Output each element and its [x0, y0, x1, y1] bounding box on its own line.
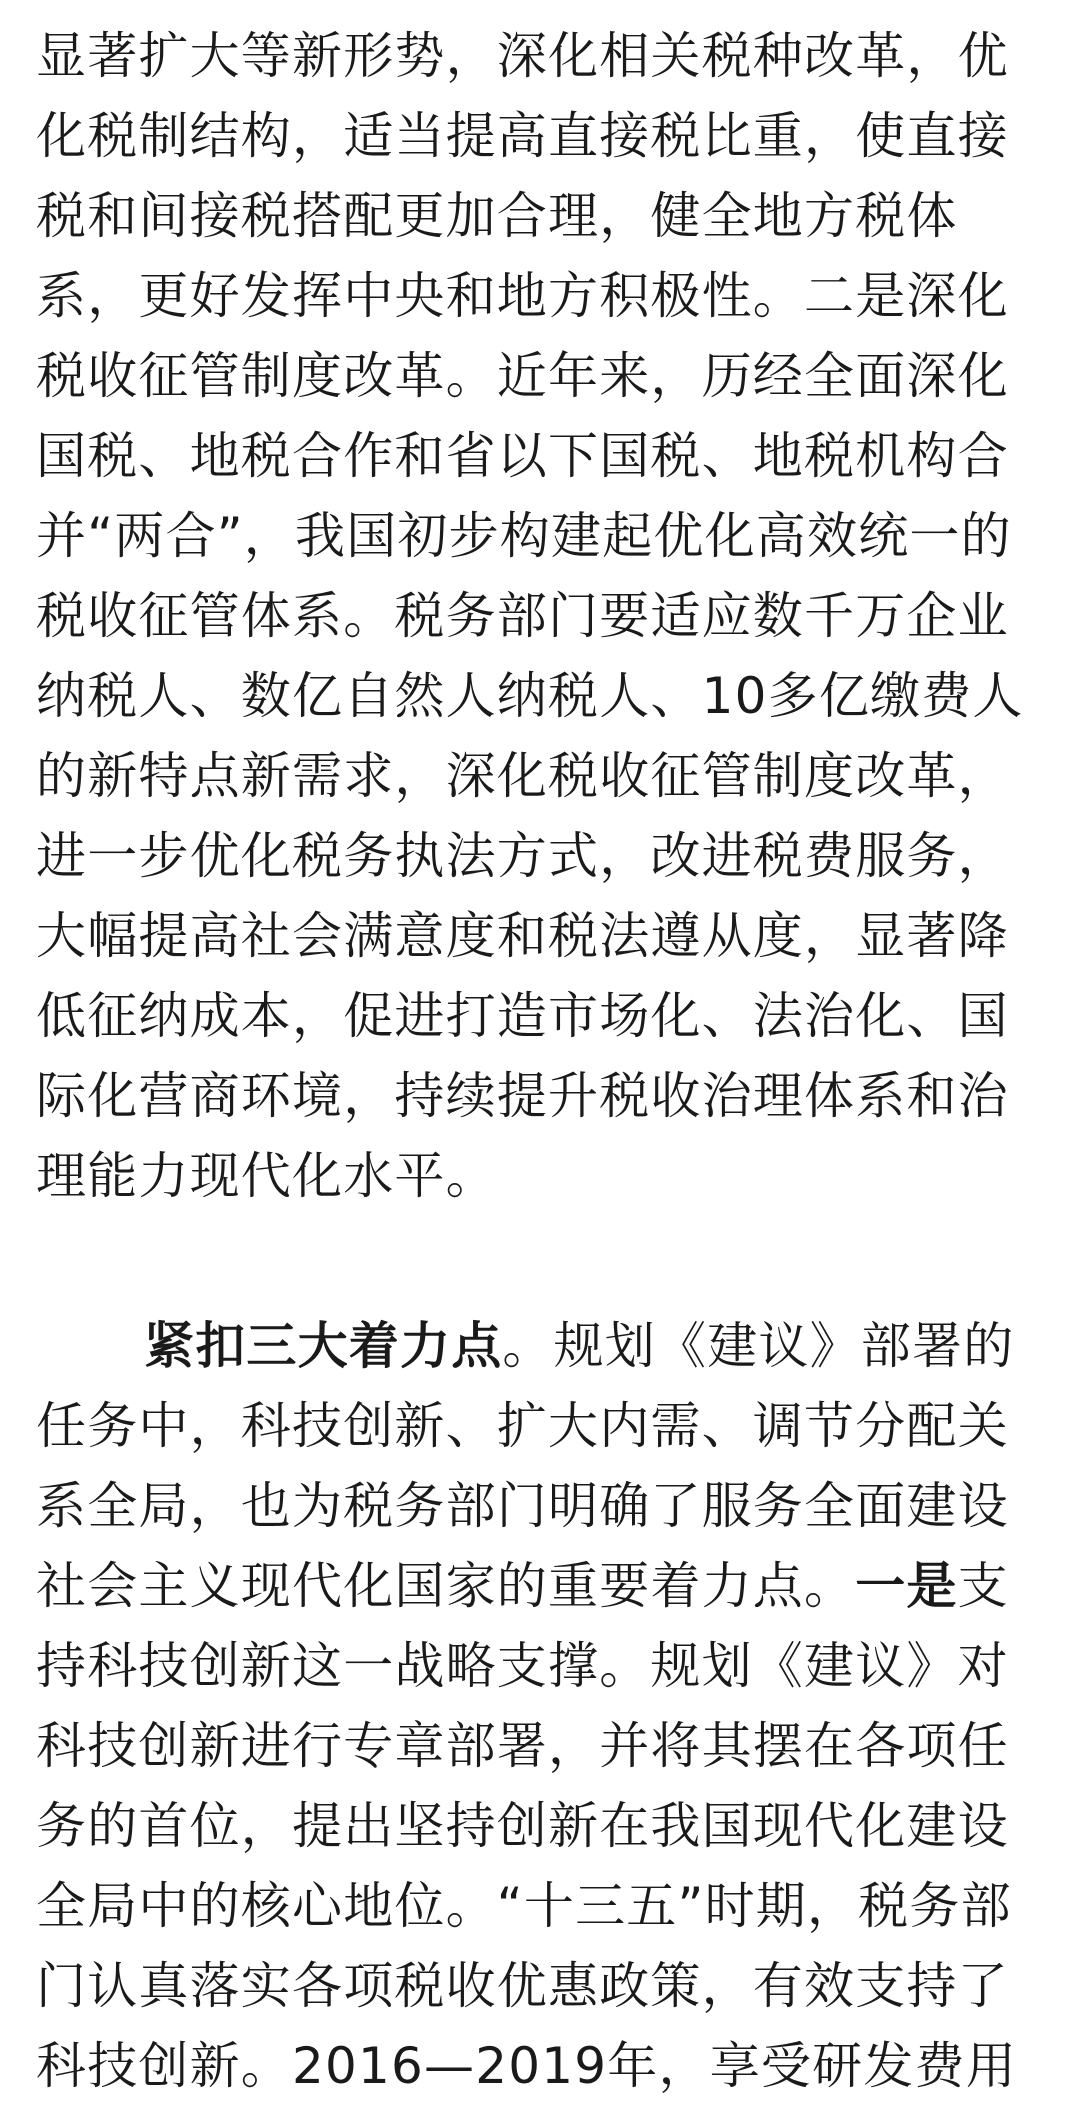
text-line: 税和间接税搭配更加合理，健全地方税体 [36, 187, 958, 245]
text-line [36, 1546, 1056, 1626]
text-line: 持科技创新这一战略支撑。规划《建议》对 [36, 1637, 1009, 1695]
text-line: 全局中的核心地位。“十三五”时期，税务部 [36, 1877, 1012, 1935]
text-line: 进一步优化税务执法方式，改进税费服务， [36, 827, 1009, 885]
emphasis-first: 一是 [855, 1557, 958, 1615]
text-line: 系全局，也为税务部门明确了服务全面建设 [36, 1477, 1009, 1535]
text-line: 并“两合”，我国初步构建起优化高效统一的 [36, 507, 1012, 565]
text-line: 科技创新进行专章部署，并将其摆在各项任 [36, 1717, 1009, 1775]
text-line: 理能力现代化水平。 [36, 1147, 497, 1205]
paragraph-three-focus-points [36, 1306, 1056, 2106]
text-line: 门认真落实各项税收优惠政策，有效支持了 [36, 1957, 1009, 2015]
text-line: 系，更好发挥中央和地方积极性。二是深化 [36, 267, 1009, 325]
text-line: 大幅提高社会满意度和税法遵从度，显著降 [36, 907, 1009, 965]
text-span: 支 [957, 1557, 1009, 1615]
text-span: 社会主义现代化国家的重要着力点。 [36, 1557, 856, 1615]
paragraph-tax-reform [36, 16, 1056, 1216]
text-span: 。规划《建议》部署的 [502, 1317, 1015, 1375]
text-line: 的新特点新需求，深化税收征管制度改革， [36, 747, 1009, 805]
text-line: 税收征管体系。税务部门要适应数千万企业 [36, 587, 1009, 645]
text-line: 纳税人、数亿自然人纳税人、10多亿缴费人 [36, 667, 1024, 725]
text-line: 低征纳成本，促进打造市场化、法治化、国 [36, 987, 1009, 1045]
text-line: 税收征管制度改革。近年来，历经全面深化 [36, 347, 1009, 405]
text-line: 任务中，科技创新、扩大内需、调节分配关 [36, 1397, 1009, 1455]
text-line: 化税制结构，适当提高直接税比重，使直接 [36, 107, 1009, 165]
text-line: 显著扩大等新形势，深化相关税种改革，优 [36, 27, 1009, 85]
paragraph-spacer [36, 1216, 1056, 1306]
article-body [36, 0, 1056, 2106]
text-line: 国税、地税合作和省以下国税、地税机构合 [36, 427, 1009, 485]
text-line: 务的首位，提出坚持创新在我国现代化建设 [36, 1797, 1009, 1855]
section-heading: 紧扣三大着力点 [144, 1317, 503, 1375]
text-line: 际化营商环境，持续提升税收治理体系和治 [36, 1067, 1009, 1125]
text-line [36, 1306, 1056, 1386]
text-line: 科技创新。2016—2019年，享受研发费用 [36, 2037, 1017, 2095]
